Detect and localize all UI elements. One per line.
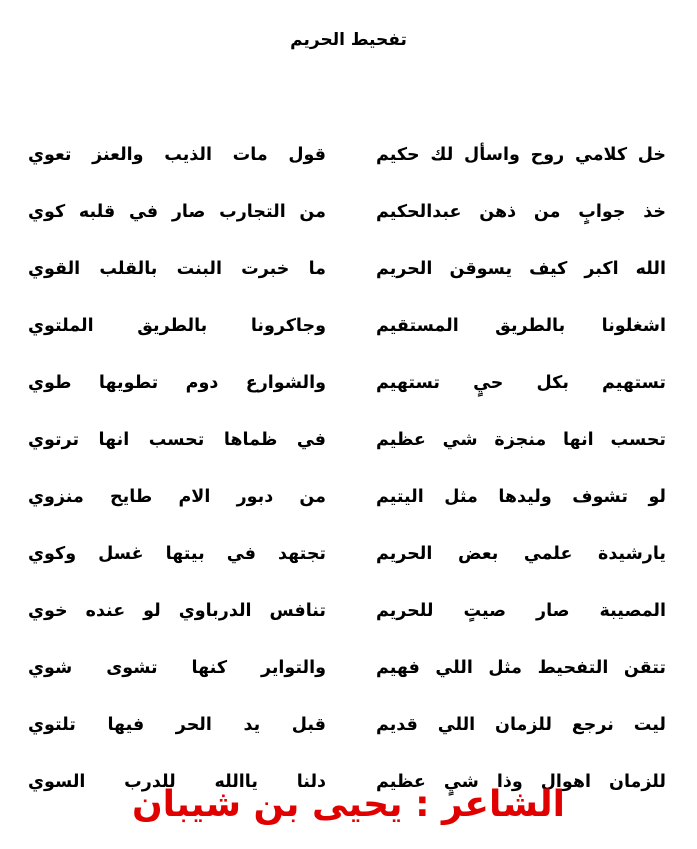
verse-first-hemistich: الله اكبر كيف يسوقن الحريم <box>376 258 666 279</box>
verse-first-hemistich: تحسب انها منجزة شي عظيم <box>376 429 666 450</box>
verse-second-hemistich: من التجارب صار في قلبه كوي <box>28 201 326 222</box>
verse-line <box>28 183 666 240</box>
verse-line <box>28 468 666 525</box>
verse-first-hemistich: اشغلونا بالطريق المستقيم <box>376 315 666 336</box>
verse-line <box>28 525 666 582</box>
verse-first-hemistich: للزمان اهوال وذا شيٍ عظيم <box>376 771 666 792</box>
poet-separator: : <box>402 784 443 825</box>
verse-first-hemistich: خل كلامي روح واسأل لك حكيم <box>376 144 666 165</box>
verse-second-hemistich: في ظماها تحسب انها ترتوي <box>28 429 326 450</box>
verse-line <box>28 240 666 297</box>
poet-credit <box>0 784 697 825</box>
verse-first-hemistich: ليت نرجع للزمان اللي قديم <box>376 714 666 735</box>
poem-title: تفحيط الحريم <box>290 30 407 50</box>
verse-line <box>28 126 666 183</box>
verse-second-hemistich: وجاكرونا بالطريق الملتوي <box>28 315 326 336</box>
verse-line <box>28 639 666 696</box>
poem-verses <box>28 126 666 810</box>
verse-second-hemistich: قبل يد الحر فيها تلتوي <box>28 714 326 735</box>
verse-second-hemistich: والشوارع دوم تطويها طوي <box>28 372 326 393</box>
verse-second-hemistich: ما خبرت البنت بالقلب القوي <box>28 258 326 279</box>
verse-second-hemistich: تجتهد في بيتها غسل وكوي <box>28 543 326 564</box>
verse-second-hemistich: دلنا ياالله للدرب السوي <box>28 771 326 792</box>
poet-name: يحيى بن شيبان <box>131 784 403 825</box>
verse-line <box>28 582 666 639</box>
verse-second-hemistich: قول مات الذيب والعنز تعوي <box>28 144 326 165</box>
verse-second-hemistich: تنافس الدرباوي لو عنده خوي <box>28 600 326 621</box>
verse-second-hemistich: من دبور الام طايح منزوي <box>28 486 326 507</box>
verse-line <box>28 696 666 753</box>
verse-line <box>28 354 666 411</box>
poet-label: الشاعر <box>442 784 566 825</box>
verse-first-hemistich: يارشيدة علمي بعض الحريم <box>376 543 666 564</box>
verse-first-hemistich: المصيبة صار صيتٍ للحريم <box>376 600 666 621</box>
verse-second-hemistich: والتواير كنها تشوى شوي <box>28 657 326 678</box>
verse-line <box>28 411 666 468</box>
verse-first-hemistich: خذ جوابٍ من ذهن عبدالحكيم <box>376 201 666 222</box>
verse-first-hemistich: تتقن التفحيط مثل اللي فهيم <box>376 657 666 678</box>
verse-line <box>28 297 666 354</box>
verse-first-hemistich: تستهيم بكل حيٍ تستهيم <box>376 372 666 393</box>
verse-first-hemistich: لو تشوف وليدها مثل اليتيم <box>376 486 666 507</box>
